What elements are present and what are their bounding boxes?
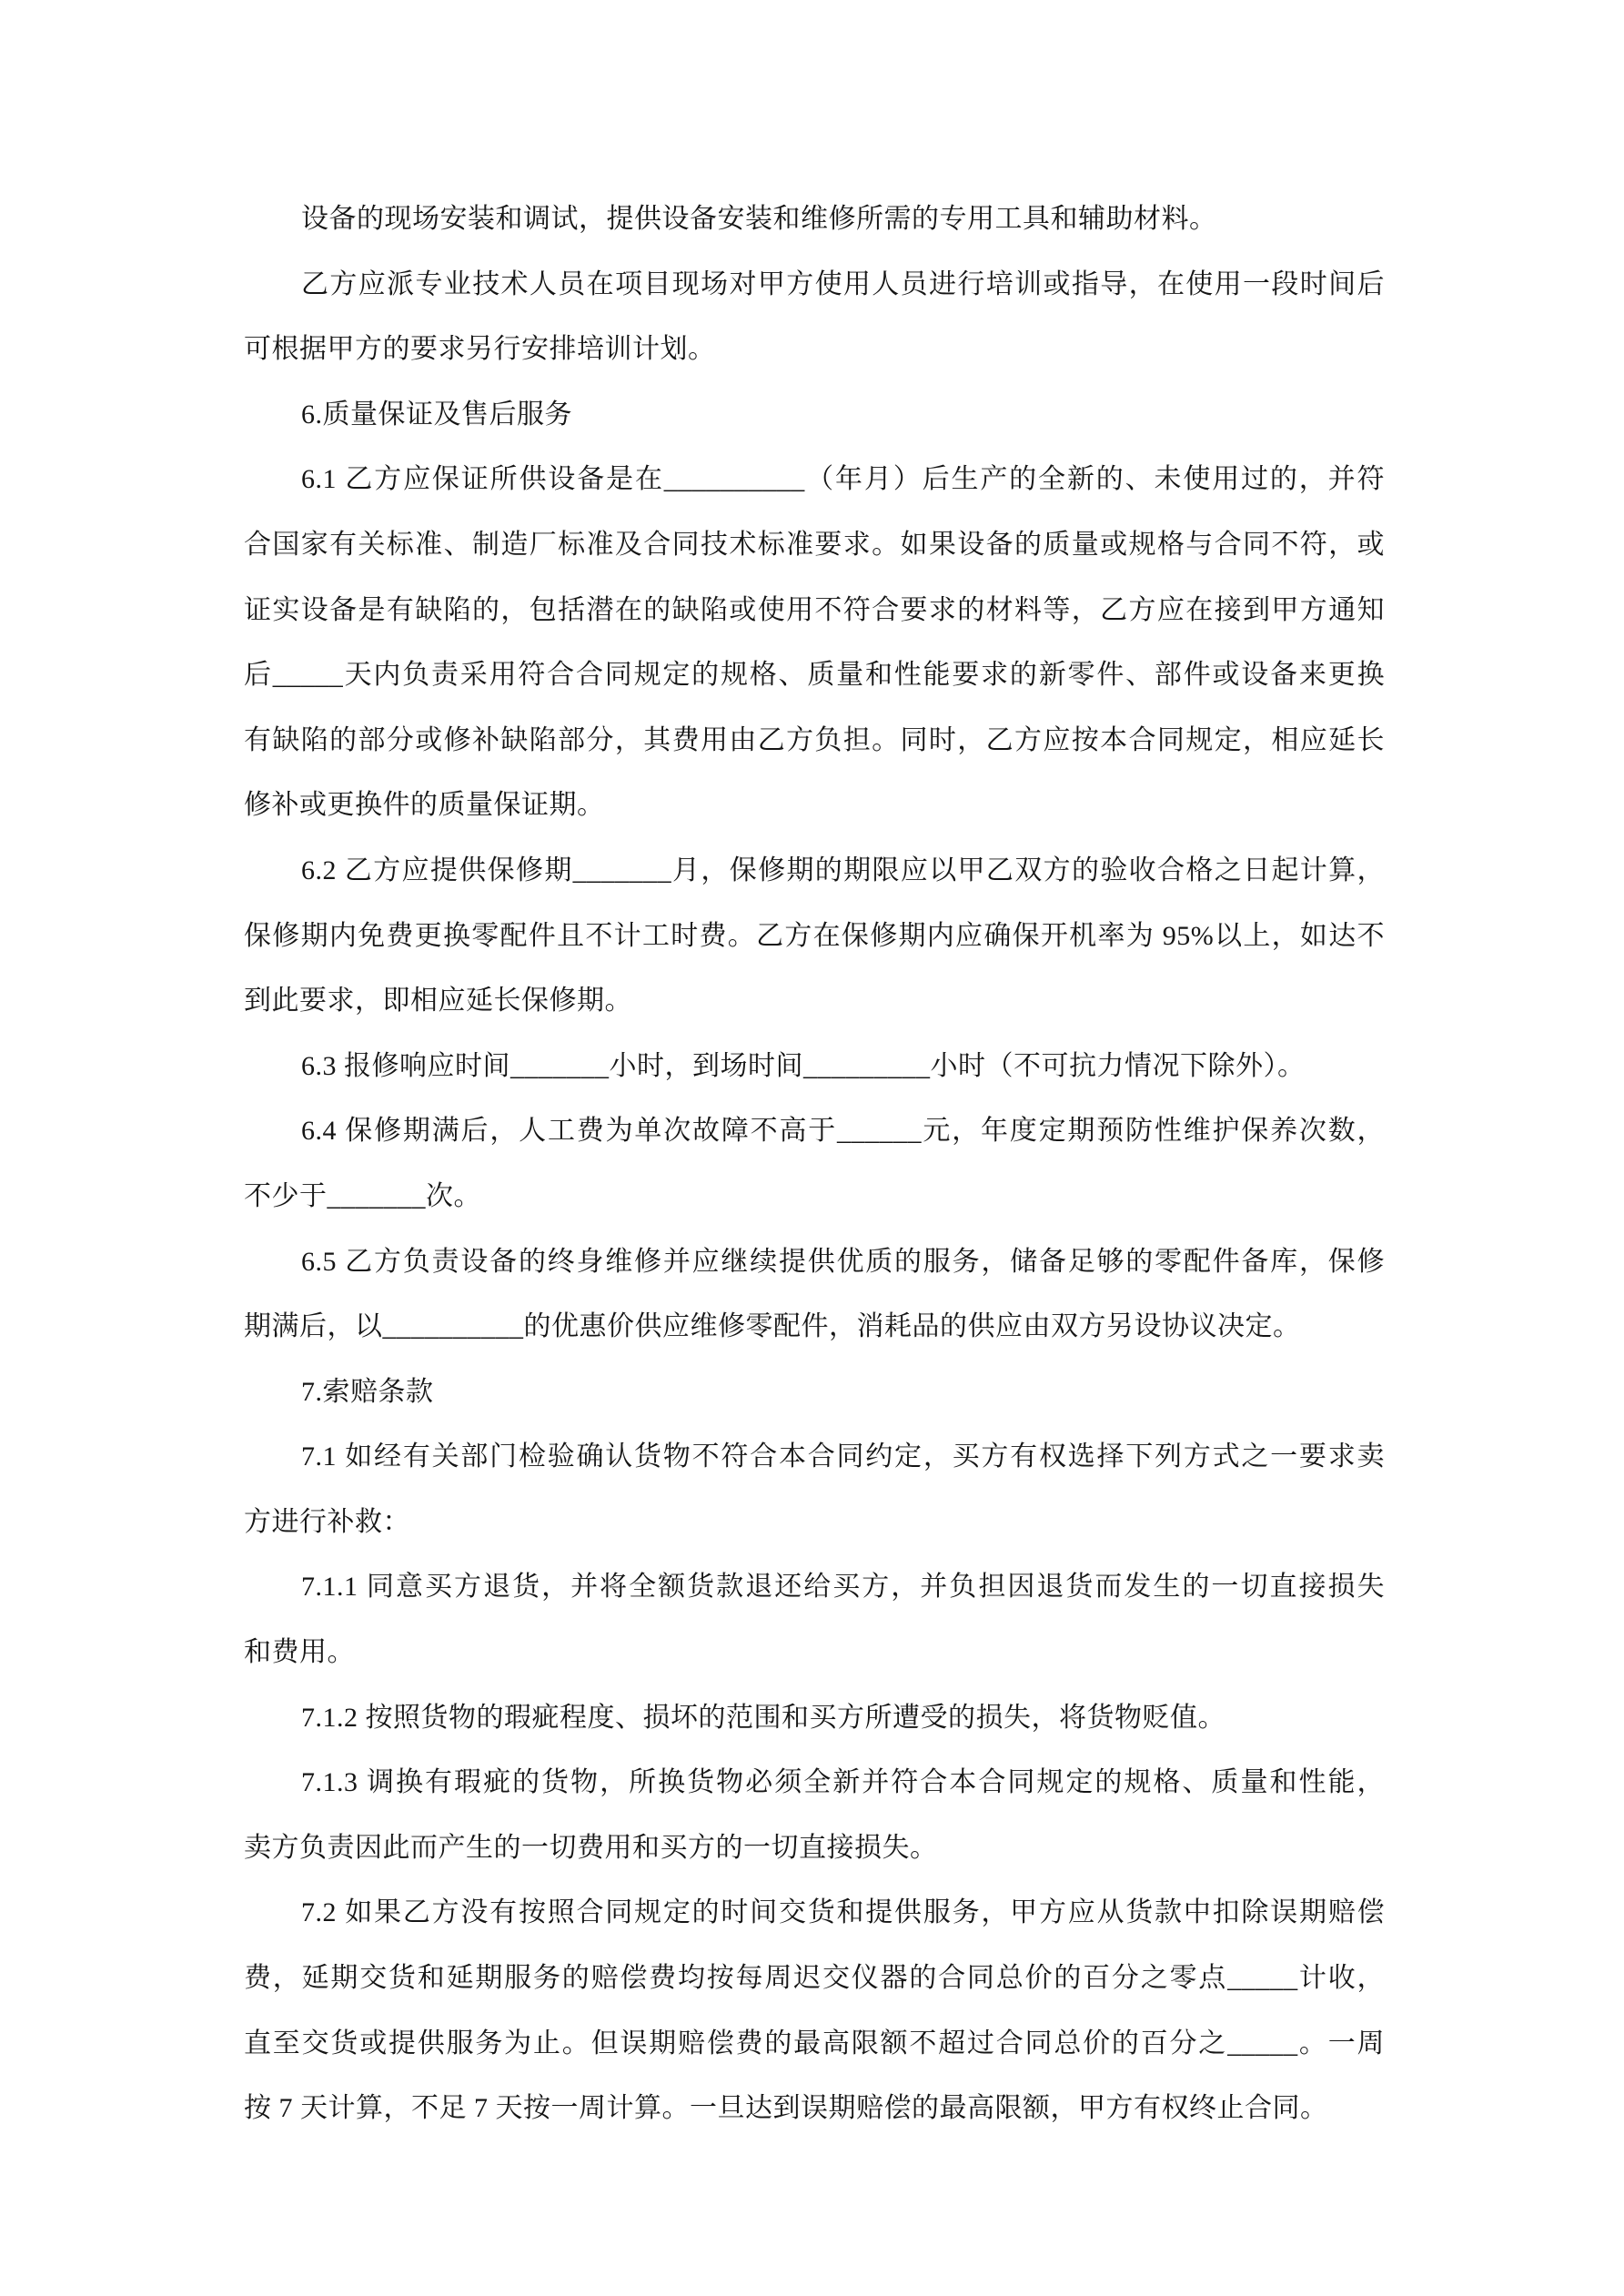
text-line: 和费用。 [244, 1637, 355, 1668]
text-line: 期满后，以__________的优惠价供应维修零配件，消耗品的供应由双方另设协议决定。 [244, 1311, 1301, 1342]
text-line: 6.质量保证及售后服务 [301, 399, 572, 430]
text-line: 7.1.1 同意买方退货，并将全额货款退还给买方，并负担因退货而发生的一切直接损失 [301, 1572, 1385, 1603]
text-line: 后_____天内负责采用符合合同规定的规格、质量和性能要求的新零件、部件或设备来更换 [244, 660, 1385, 691]
text-line: 6.5 乙方负责设备的终身维修并应继续提供优质的服务，储备足够的零配件备库，保修 [301, 1246, 1385, 1277]
text-line: 证实设备是有缺陷的，包括潜在的缺陷或使用不符合要求的材料等，乙方应在接到甲方通知 [244, 594, 1385, 625]
text-line: 6.4 保修期满后，人工费为单次故障不高于______元，年度定期预防性维护保养次数， [301, 1116, 1385, 1147]
text-line: 有缺陷的部分或修补缺陷部分，其费用由乙方负担。同时，乙方应按本合同规定，相应延长 [244, 724, 1385, 755]
text-line: 7.1.3 调换有瑕疵的货物，所换货物必须全新并符合本合同规定的规格、质量和性能， [301, 1767, 1385, 1798]
text-line: 7.2 如果乙方没有按照合同规定的时间交货和提供服务，甲方应从货款中扣除误期赔偿 [301, 1897, 1385, 1928]
text-line: 7.1 如经有关部门检验确认货物不符合本合同约定，买方有权选择下列方式之一要求卖 [301, 1441, 1385, 1472]
text-line: 保修期内免费更换零配件且不计工时费。乙方在保修期内应确保开机率为 95%以上，如达不 [244, 920, 1385, 951]
text-line: 7.索赔条款 [301, 1376, 434, 1407]
text-line: 7.1.2 按照货物的瑕疵程度、损坏的范围和买方所遭受的损失，将货物贬值。 [301, 1702, 1226, 1733]
text-line: 6.3 报修响应时间_______小时，到场时间_________小时（不可抗力情况下除外）。 [301, 1050, 1306, 1081]
text-line: 卖方负责因此而产生的一切费用和买方的一切直接损失。 [244, 1832, 938, 1863]
text-line: 方进行补救： [244, 1506, 410, 1537]
document-body [244, 187, 1385, 2141]
text-line: 不少于_______次。 [244, 1180, 481, 1211]
text-line: 6.1 乙方应保证所供设备是在__________（年月）后生产的全新的、未使用过的，并符 [301, 464, 1385, 495]
text-line: 修补或更换件的质量保证期。 [244, 790, 605, 821]
text-line: 乙方应派专业技术人员在项目现场对甲方使用人员进行培训或指导，在使用一段时间后 [301, 268, 1385, 299]
text-line: 按 7 天计算，不足 7 天按一周计算。一旦达到误期赔偿的最高限额，甲方有权终止合同。 [244, 2093, 1328, 2124]
text-line: 设备的现场安装和调试，提供设备安装和维修所需的专用工具和辅助材料。 [301, 204, 1217, 234]
text-line: 合国家有关标准、制造厂标准及合同技术标准要求。如果设备的质量或规格与合同不符，或 [244, 529, 1385, 560]
text-line: 6.2 乙方应提供保修期_______月，保修期的期限应以甲乙双方的验收合格之日起计算， [301, 855, 1385, 885]
text-line: 费，延期交货和延期服务的赔偿费均按每周迟交仪器的合同总价的百分之零点_____计收， [244, 1963, 1385, 1994]
text-line: 到此要求，即相应延长保修期。 [244, 986, 632, 1017]
text-line: 可根据甲方的要求另行安排培训计划。 [244, 334, 716, 365]
text-line: 直至交货或提供服务为止。但误期赔偿费的最高限额不超过合同总价的百分之_____。一周 [244, 2028, 1385, 2058]
